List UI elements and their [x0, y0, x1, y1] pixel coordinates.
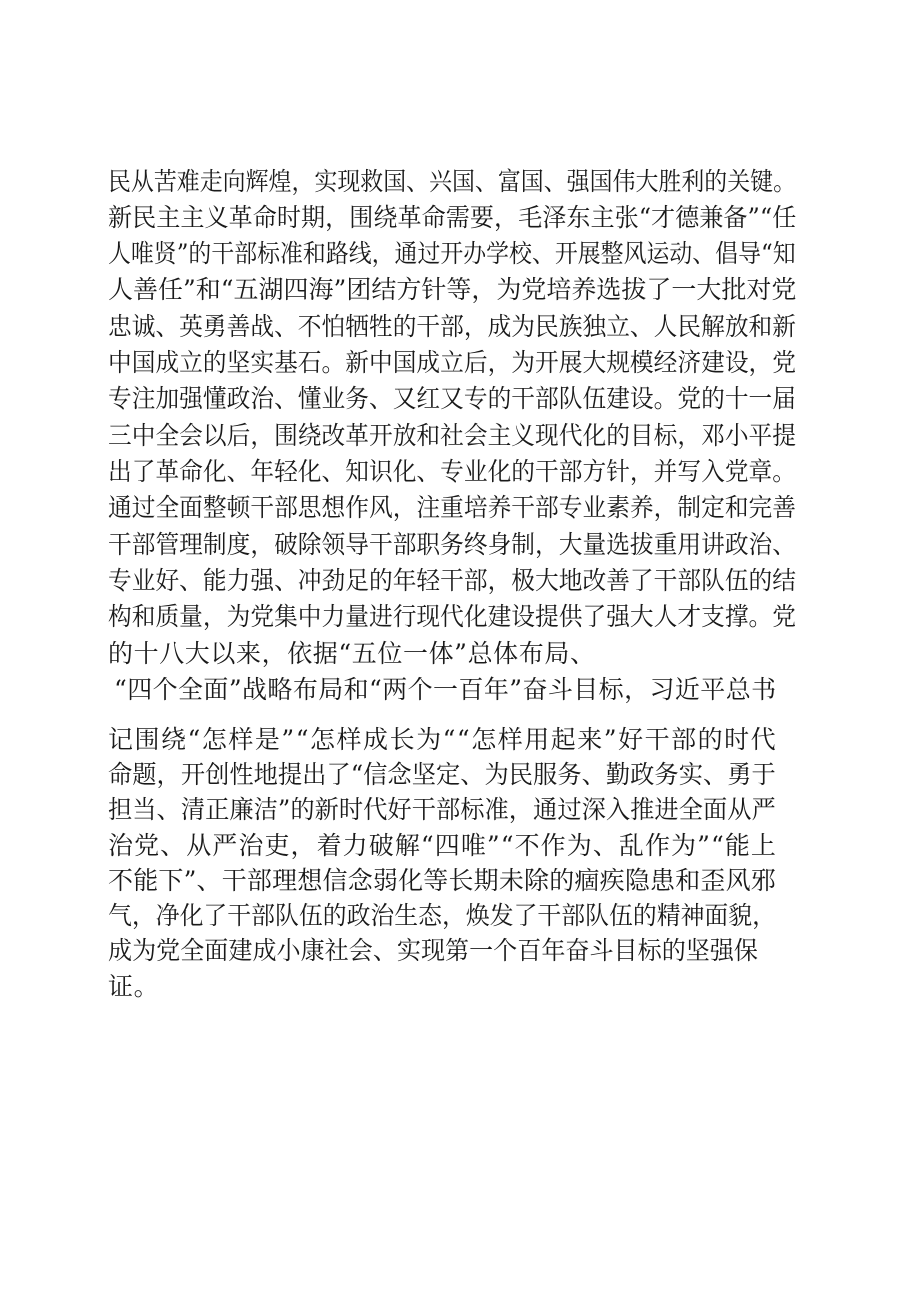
- text-line-5: 忠诚、英勇善战、不怕牺牲的干部，成为民族独立、人民解放和新: [108, 312, 797, 341]
- text-line-10: 通过全面整顿干部思想作风，注重培养干部专业素养，制定和完善: [108, 493, 797, 522]
- text-line-13: 构和质量，为党集中力量进行现代化建设提供了强大人才支撑。党: [108, 602, 797, 631]
- text-line-15: “四个全面”战略布局和“两个一百年”奋斗目标，习近平总书: [114, 675, 777, 704]
- text-line-8: 三中全会以后，围绕改革开放和社会主义现代化的目标，邓小平提: [108, 421, 797, 450]
- text-line-23: 证。: [108, 972, 160, 1001]
- text-line-7: 专注加强懂政治、懂业务、又红又专的干部队伍建设。党的十一届: [108, 384, 797, 413]
- text-line-16: 记围绕“怎样是”“怎样成长为““怎样用起来”好干部的时代: [108, 725, 778, 754]
- text-line-14: 的十八大以来，依据“五位一体”总体布局、: [108, 639, 596, 668]
- text-line-2: 新民主主义革命时期，围绕革命需要，毛泽东主张“才德兼备”“任: [108, 203, 797, 232]
- text-line-1: 民从苦难走向辉煌，实现救国、兴国、富国、强国伟大胜利的关键。: [108, 167, 797, 196]
- text-line-18: 担当、清正廉洁”的新时代好干部标准，通过深入推进全面从严: [108, 795, 776, 824]
- text-line-19: 治党、从严治吏，着力破解“四唯”“不作为、乱作为”“能上: [108, 831, 777, 860]
- text-line-17: 命题，开创性地提出了“信念坚定、为民服务、勤政务实、勇于: [108, 760, 776, 789]
- text-line-20: 不能下”、干部理想信念弱化等长期未除的痼疾隐患和歪风邪: [108, 866, 776, 895]
- text-line-6: 中国成立的坚实基石。新中国成立后，为开展大规模经济建设，党: [108, 348, 797, 377]
- text-line-4: 人善任”和“五湖四海”团结方针等，为党培养选拔了一大批对党: [108, 275, 797, 304]
- text-line-9: 出了革命化、年轻化、知识化、专业化的干部方针，并写入党章。: [108, 457, 797, 486]
- text-line-21: 气，净化了干部队伍的政治生态，焕发了干部队伍的精神面貌，: [108, 901, 777, 930]
- text-line-3: 人唯贤”的干部标准和路线，通过开办学校、开展整风运动、倡导“知: [108, 239, 796, 268]
- text-line-11: 干部管理制度，破除领导干部职务终身制，大量选拔重用讲政治、: [108, 530, 797, 559]
- text-line-12: 专业好、能力强、冲劲足的年轻干部，极大地改善了干部队伍的结: [108, 566, 797, 595]
- text-line-22: 成为党全面建成小康社会、实现第一个百年奋斗目标的坚强保: [108, 936, 759, 965]
